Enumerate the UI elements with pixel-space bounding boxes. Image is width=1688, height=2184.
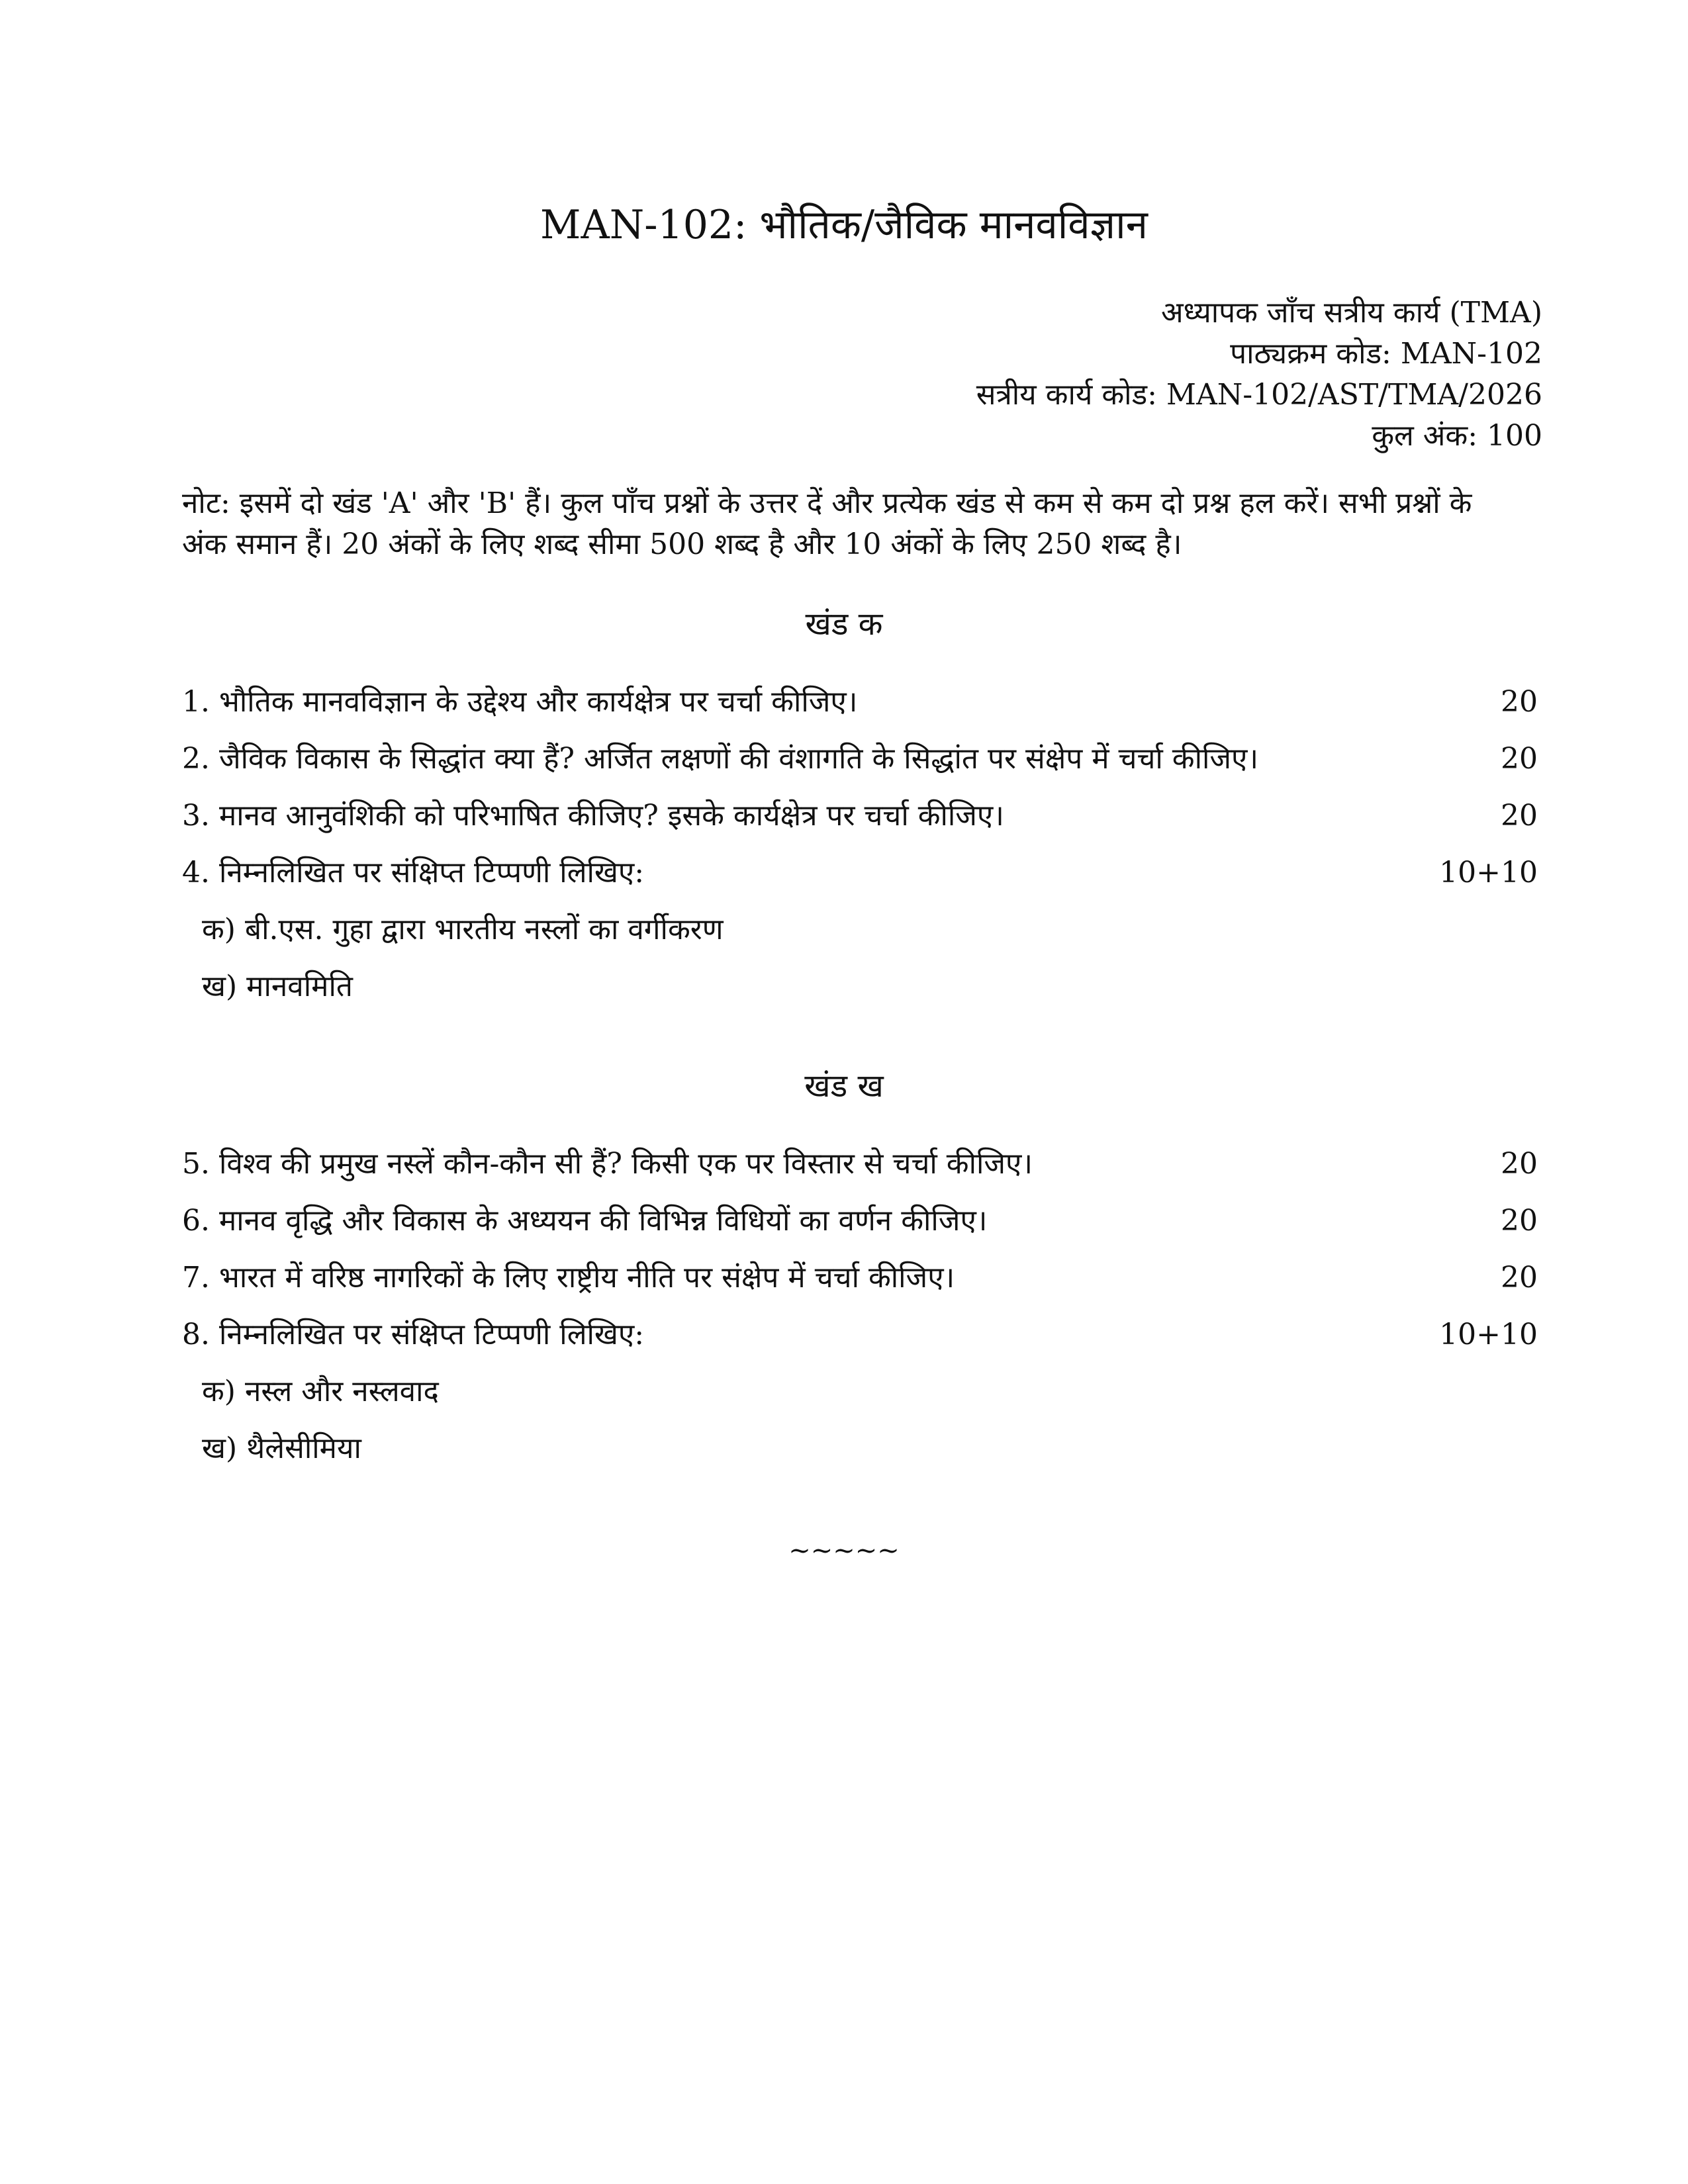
question-text: 4. निम्नलिखित पर संक्षिप्त टिप्पणी लिखिए:	[182, 856, 645, 889]
question-text: 1. भौतिक मानवविज्ञान के उद्देश्य और कार्यक्षेत्र पर चर्चा कीजिए।	[182, 685, 858, 719]
question-marks: 20	[1501, 685, 1538, 719]
assignment-meta	[976, 293, 1542, 457]
sub-question: क) बी.एस. गुहा द्वारा भारतीय नस्लों का वर्गीकरण	[202, 913, 724, 946]
question-text: 8. निम्नलिखित पर संक्षिप्त टिप्पणी लिखिए:	[182, 1318, 645, 1351]
section-heading-a: खंड क	[805, 606, 883, 643]
document-title: MAN-102: भौतिक/जैविक मानवविज्ञान	[540, 202, 1148, 248]
sub-question: ख) थैलेसीमिया	[202, 1432, 361, 1465]
question-text: 2. जैविक विकास के सिद्धांत क्या हैं? अर्जित लक्षणों की वंशागति के सिद्धांत पर संक्षेप में चर्चा कीजिए।	[182, 742, 1259, 776]
end-mark: ~~~~~	[788, 1535, 900, 1566]
section-heading-b: खंड ख	[804, 1068, 884, 1105]
question-marks: 20	[1501, 799, 1538, 833]
question-text: 6. मानव वृद्धि और विकास के अध्ययन की विभिन्न विधियों का वर्णन कीजिए।	[182, 1204, 988, 1238]
question-text: 7. भारत में वरिष्ठ नागरिकों के लिए राष्ट्रीय नीति पर संक्षेप में चर्चा कीजिए।	[182, 1261, 955, 1295]
question-marks: 10+10	[1439, 856, 1538, 889]
question-text: 3. मानव आनुवंशिकी को परिभाषित कीजिए? इसके कार्यक्षेत्र पर चर्चा कीजिए।	[182, 799, 1004, 833]
sub-question: क) नस्ल और नस्लवाद	[202, 1375, 439, 1408]
question-marks: 20	[1501, 1261, 1538, 1295]
question-marks: 20	[1501, 1204, 1538, 1238]
note-line: अंक समान हैं। 20 अंकों के लिए शब्द सीमा 500 शब्द है और 10 अंकों के लिए 250 शब्द है।	[182, 527, 1182, 561]
question-marks: 10+10	[1439, 1318, 1538, 1351]
question-text: 5. विश्व की प्रमुख नस्लें कौन-कौन सी हैं? किसी एक पर विस्तार से चर्चा कीजिए।	[182, 1147, 1033, 1181]
instructions-note	[182, 483, 1546, 565]
course-code: पाठ्यक्रम कोड: MAN-102	[1230, 337, 1542, 371]
assignment-type: अध्यापक जाँच सत्रीय कार्य (TMA)	[1161, 296, 1542, 330]
sub-question: ख) मानवमिति	[202, 970, 353, 1003]
question-marks: 20	[1501, 1147, 1538, 1181]
total-marks: कुल अंक: 100	[1372, 419, 1542, 453]
question-marks: 20	[1501, 742, 1538, 776]
assignment-code: सत्रीय कार्य कोड: MAN-102/AST/TMA/2026	[976, 378, 1542, 412]
note-line: नोट: इसमें दो खंड 'A' और 'B' हैं। कुल पाँच प्रश्नों के उत्तर दें और प्रत्येक खंड से कम से कम दो प्रश्न हल करें। सभी प्रश्नों के	[182, 486, 1472, 520]
